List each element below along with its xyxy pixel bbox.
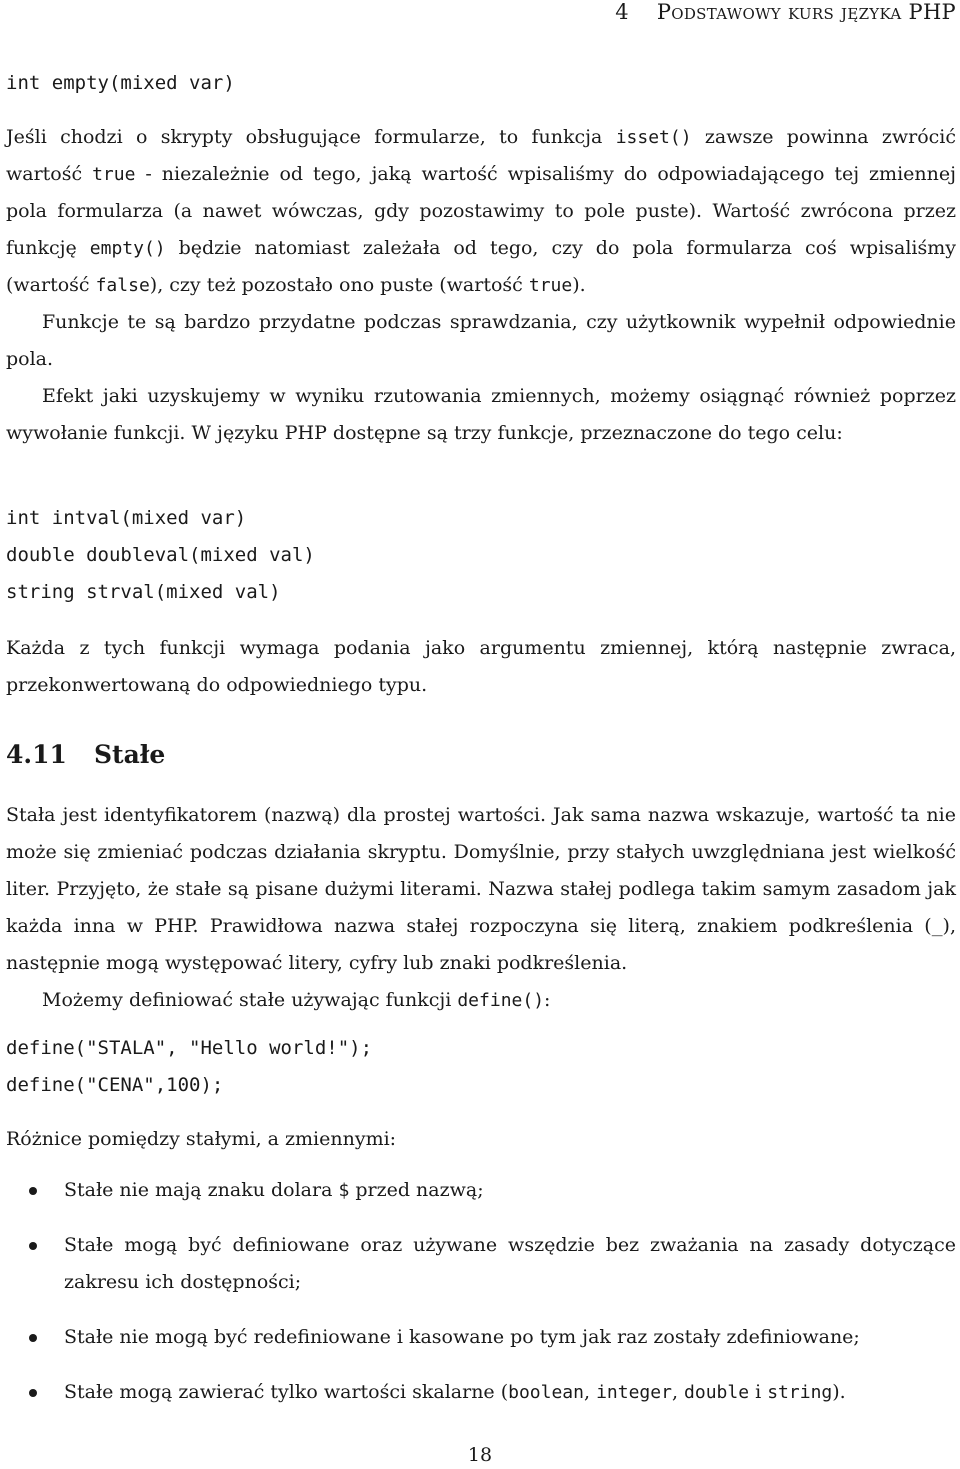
- paragraph-isset-empty: Jeśli chodzi o skrypty obsługujące formularze, to funkcja isset() zawsze powinna zwrócić wartość true - niezależnie od tego, jaką wartość wpisaliśmy do odpowiadającego tej zmiennej pola formularza (a nawet wówczas, gdy pozostawimy to pole puste). Wartość zwrócona przez funkcję empty() będzie natomiast zależała od tego, czy do pola formularza coś wpisaliśmy (wartość false), czy też pozostało ono puste (wartość true).: [6, 126, 957, 296]
- strval-signature: string strval(mixed val): [6, 581, 281, 603]
- page-number: 18: [467, 1444, 493, 1466]
- section-title: Stałe: [94, 740, 166, 769]
- section-number: 4.11: [6, 740, 67, 769]
- paragraph-constants: Stała jest identyfikatorem (nazwą) dla prostej wartości. Jak sama nazwa wskazuje, wartość ta nie może się zmieniać podczas działania skryptu. Domyślnie, przy stałych uwzględniana jest wielkość liter. Przyjęto, że stałe są pisane dużymi literami. Nazwa stałej podlega takim samym zasadom jak każda inna w PHP. Prawidłowa nazwa stałej rozpoczyna się literą, znakiem podkreślenia (_), następnie mogą występować litery, cyfry lub znaki podkreślenia.: [6, 804, 956, 974]
- code-underscore: _: [931, 916, 943, 937]
- empty-signature: int empty(mixed var): [6, 72, 235, 94]
- code-boolean: boolean: [508, 1382, 584, 1403]
- code-false: false: [95, 275, 150, 296]
- list-item: Stałe mogą zawierać tylko wartości skalarne (boolean, integer, double i string).: [6, 1374, 956, 1411]
- code-empty: empty(): [89, 238, 166, 259]
- define-code-line-2: define("CENA",100);: [6, 1074, 224, 1096]
- list-item: Stałe mogą być definiowane oraz używane wszędzie bez zważania na zasady dotyczące zakresu ich dostępności;: [6, 1227, 956, 1301]
- code-true-2: true: [528, 275, 573, 296]
- code-isset: isset(): [615, 127, 692, 148]
- running-header: [615, 0, 956, 24]
- list-item: Stałe nie mają znaku dolara $ przed nazwą;: [6, 1172, 956, 1209]
- bullet-icon: [29, 1242, 37, 1250]
- code-integer: integer: [596, 1382, 672, 1403]
- paragraph-conversion: Każda z tych funkcji wymaga podania jako argumentu zmiennej, którą następnie zwraca, przekonwertowaną do odpowiedniego typu.: [6, 637, 956, 696]
- code-double: double: [684, 1382, 750, 1403]
- section-heading: [6, 740, 165, 769]
- bullet-icon: [29, 1389, 37, 1397]
- define-code-line-1: define("STALA", "Hello world!");: [6, 1037, 373, 1059]
- paragraph-differences: Różnice pomiędzy stałymi, a zmiennymi:: [6, 1128, 397, 1150]
- differences-list: [6, 1172, 956, 1411]
- bullet-icon: [29, 1334, 37, 1342]
- list-item: Stałe nie mogą być redefiniowane i kasowane po tym jak raz zostały zdefiniowane;: [6, 1319, 956, 1356]
- code-true: true: [92, 164, 136, 185]
- chapter-number: 4: [615, 0, 629, 24]
- paragraph-casting: Efekt jaki uzyskujemy w wyniku rzutowania zmiennych, możemy osiągnąć również poprzez wywołanie funkcji. W języku PHP dostępne są trzy funkcje, przeznaczone do tego celu:: [6, 385, 956, 444]
- code-define: define(): [457, 990, 545, 1011]
- code-string: string: [767, 1382, 833, 1403]
- bullet-icon: [29, 1187, 37, 1195]
- doubleval-signature: double doubleval(mixed val): [6, 544, 315, 566]
- paragraph-usefulness: Funkcje te są bardzo przydatne podczas sprawdzania, czy użytkownik wypełnił odpowiednie pola.: [6, 311, 956, 370]
- paragraph-define: Możemy definiować stałe używając funkcji define():: [42, 989, 551, 1011]
- code-dollar: $: [338, 1180, 350, 1201]
- intval-signature: int intval(mixed var): [6, 507, 247, 529]
- chapter-title: Podstawowy kurs języka PHP: [656, 0, 956, 24]
